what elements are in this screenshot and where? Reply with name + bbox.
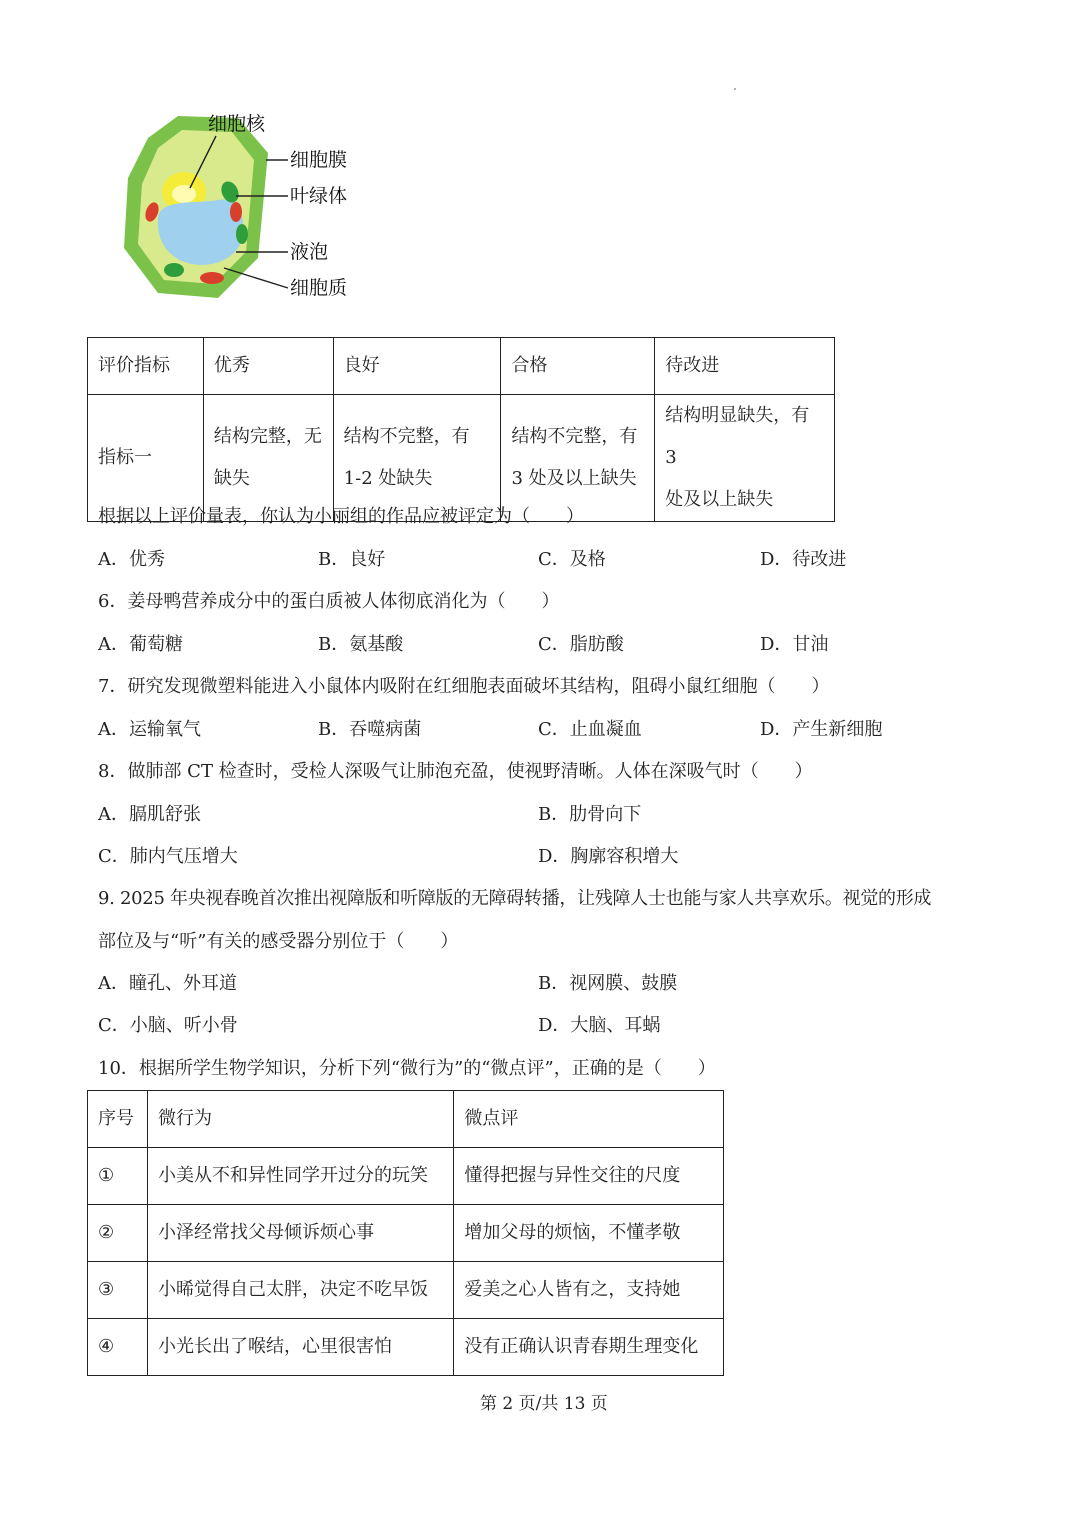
q7-option-d: D．产生新细胞 <box>760 719 883 740</box>
cell-line: 1-2 处缺失 <box>343 468 433 489</box>
label-membrane: 细胞膜 <box>290 149 348 171</box>
nucleolus-shape <box>172 185 196 203</box>
q7-stem: 7．研究发现微塑料能进入小鼠体内吸附在红细胞表面破坏其结构，阻碍小鼠红细胞（ ） <box>98 676 830 697</box>
label-cytoplasm: 细胞质 <box>290 277 348 299</box>
q5-option-b: B．良好 <box>318 549 386 570</box>
row-name-cell: 指标一 <box>88 395 204 522</box>
q5-stem: 根据以上评价量表，你认为小丽组的作品应被评定为（ ） <box>98 506 584 527</box>
header-cell: 序号 <box>88 1091 148 1148</box>
cell-line: 结构明显缺失，有 3 <box>665 405 810 468</box>
index-cell: ① <box>88 1148 148 1205</box>
cell-line: 缺失 <box>213 468 250 489</box>
table-row <box>88 1148 724 1205</box>
header-cell: 优秀 <box>203 338 333 395</box>
q7-option-c: C．止血凝血 <box>538 719 642 740</box>
table-header-row <box>88 338 835 395</box>
chloroplast-green-3 <box>236 224 248 244</box>
q8-stem: 8．做肺部 CT 检查时，受检人深吸气让肺泡充盈，使视野清晰。人体在深吸气时（ ） <box>98 761 813 782</box>
q9-option-d: D．大脑、耳蜗 <box>538 1015 661 1036</box>
header-cell: 微点评 <box>454 1091 724 1148</box>
q9-option-b: B．视网膜、鼓膜 <box>538 973 678 994</box>
q10-stem: 10．根据所学生物学知识，分析下列“微行为”的“微点评”，正确的是（ ） <box>98 1058 716 1079</box>
label-nucleus: 细胞核 <box>208 113 266 135</box>
q8-option-a: A．膈肌舒张 <box>98 804 201 825</box>
evaluation-rubric-table <box>87 337 835 522</box>
index-cell: ③ <box>88 1262 148 1319</box>
behavior-comment-table <box>87 1090 724 1376</box>
q5-option-d: D．待改进 <box>760 549 847 570</box>
plant-cell-figure <box>118 108 378 308</box>
table-row <box>88 395 835 522</box>
cell-line: 结构完整，无 <box>213 426 322 447</box>
table-cell <box>501 395 655 522</box>
table-row <box>88 1262 724 1319</box>
cell-line: 处及以上缺失 <box>665 489 774 510</box>
behavior-cell: 小美从不和异性同学开过分的玩笑 <box>147 1148 453 1205</box>
cell-line: 3 处及以上缺失 <box>511 468 637 489</box>
q5-option-c: C．及格 <box>538 549 606 570</box>
q6-stem: 6．姜母鸭营养成分中的蛋白质被人体彻底消化为（ ） <box>98 591 560 612</box>
index-cell: ② <box>88 1205 148 1262</box>
behavior-cell: 小光长出了喉结，心里很害怕 <box>147 1319 453 1376</box>
header-cell: 评价指标 <box>88 338 204 395</box>
behavior-cell: 小晞觉得自己太胖，决定不吃早饭 <box>147 1262 453 1319</box>
q9-option-c: C．小脑、听小骨 <box>98 1015 238 1036</box>
index-cell: ④ <box>88 1319 148 1376</box>
cell-line: 结构不完整，有 <box>511 426 638 447</box>
q6-option-b: B．氨基酸 <box>318 634 404 655</box>
stray-dot <box>734 88 736 90</box>
label-chloroplast: 叶绿体 <box>290 185 348 207</box>
table-cell <box>333 395 501 522</box>
header-cell: 待改进 <box>655 338 835 395</box>
header-cell: 合格 <box>501 338 655 395</box>
q7-option-a: A．运输氧气 <box>98 719 201 740</box>
comment-cell: 懂得把握与异性交往的尺度 <box>454 1148 724 1205</box>
label-vacuole: 液泡 <box>290 241 329 263</box>
q9-stem-line1: 9. 2025 年央视春晚首次推出视障版和听障版的无障碍转播，让残障人士也能与家人共享欢乐。视觉的形成 <box>98 888 932 909</box>
q9-stem-line2: 部位及与“听”有关的感受器分别位于（ ） <box>98 931 459 952</box>
comment-cell: 爱美之心人皆有之，支持她 <box>454 1262 724 1319</box>
table-header-row <box>88 1091 724 1148</box>
q6-option-c: C．脂肪酸 <box>538 634 624 655</box>
q9-option-a: A．瞳孔、外耳道 <box>98 973 237 994</box>
table-cell <box>655 395 835 522</box>
chloroplast-green-2 <box>164 263 184 277</box>
header-cell: 微行为 <box>147 1091 453 1148</box>
comment-cell: 没有正确认识青春期生理变化 <box>454 1319 724 1376</box>
q8-option-b: B．肋骨向下 <box>538 804 642 825</box>
header-cell: 良好 <box>333 338 501 395</box>
chloroplast-red-2 <box>230 202 242 222</box>
q6-option-d: D．甘油 <box>760 634 829 655</box>
q8-option-c: C．肺内气压增大 <box>98 846 238 867</box>
q5-option-a: A．优秀 <box>98 549 165 570</box>
behavior-cell: 小泽经常找父母倾诉烦心事 <box>147 1205 453 1262</box>
table-row <box>88 1319 724 1376</box>
page-footer: 第 2 页/共 13 页 <box>480 1394 608 1414</box>
cell-line: 结构不完整，有 <box>343 426 470 447</box>
chloroplast-red-3 <box>200 272 224 284</box>
table-row <box>88 1205 724 1262</box>
q8-option-d: D．胸廓容积增大 <box>538 846 679 867</box>
table-cell <box>203 395 333 522</box>
comment-cell: 增加父母的烦恼，不懂孝敬 <box>454 1205 724 1262</box>
q7-option-b: B．吞噬病菌 <box>318 719 422 740</box>
q6-option-a: A．葡萄糖 <box>98 634 183 655</box>
